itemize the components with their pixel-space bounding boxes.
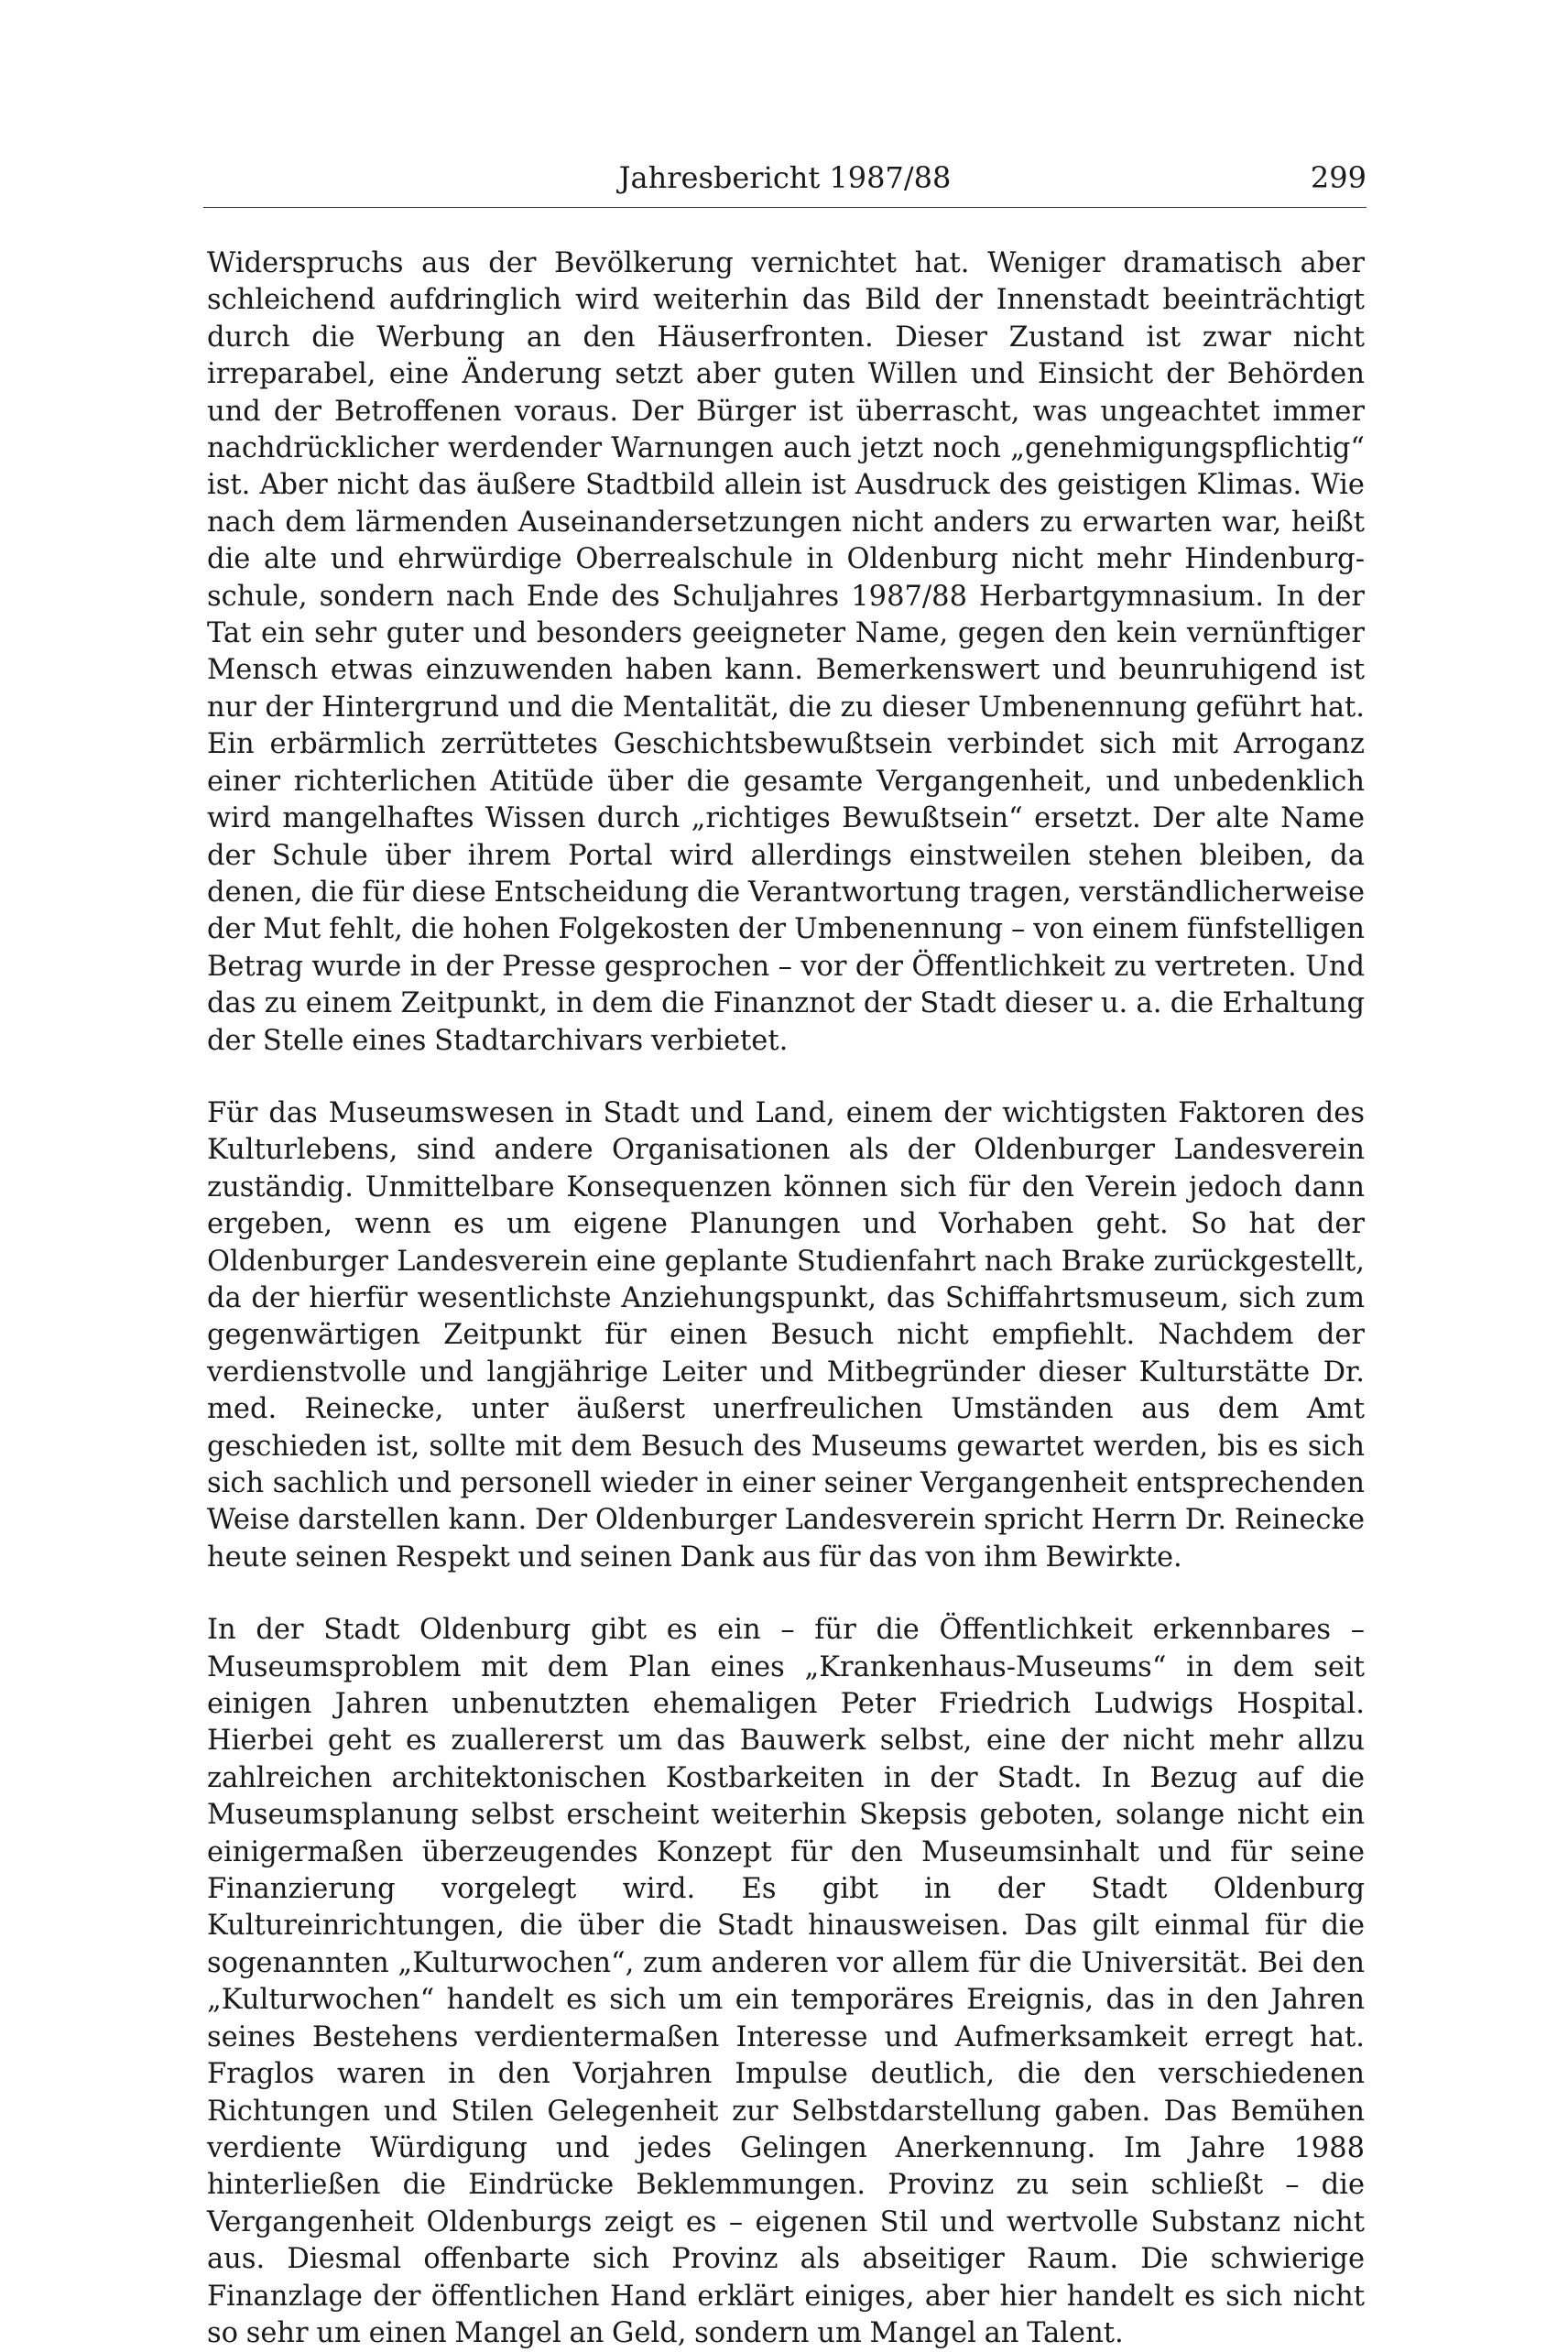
paragraph-3: In der Stadt Oldenburg gibt es ein – für die Öffentlichkeit erkennbares – Museumsproblem mit dem Plan eines „Krankenhaus-Museums“ in dem seit einigen Jahren unbenutzten ehemaligen Peter Friedrich Ludwigs Hospital. Hierbei geht es zuallererst um das Bauwerk selbst, eine der nicht mehr allzu zahlreichen architektonischen Kostbarkeiten in der Stadt. In Bezug auf die Museumsplanung selbst erscheint weiterhin Skepsis geboten, solange nicht ein einigermaßen überzeugendes Konzept für den Museumsinhalt und für seine Finanzierung vorgelegt wird. Es gibt in der Stadt Oldenburg Kultureinrichtungen, die über die Stadt hinausweisen. Das gilt einmal für die sogenannten „Kulturwochen“, zum anderen vor allem für die Universität. Bei den „Kulturwochen“ handelt es sich um ein temporäres Ereignis, das in den Jahren seines Bestehens verdientermaßen Interesse und Aufmerksamkeit erregt hat. Fraglos waren in den Vorjahren Impulse deutlich, die den verschiedenen Richtungen und Stilen Gelegenheit zur Selbstdarstellung gaben. Das Bemühen verdiente Würdigung und jedes Gelingen Anerkennung. Im Jahre 1988 hinterließen die Eindrücke Beklemmungen. Provinz zu sein schließt – die Vergangenheit Oldenburgs zeigt es – eigenen Stil und wertvolle Substanz nicht aus. Diesmal offenbarte sich Provinz als abseitiger Raum. Die schwierige Finanzlage der öffentlichen Hand erklärt einiges, aber hier handelt es sich nicht so sehr um einen Mangel an Geld, sondern um Mangel an Talent. — [207, 1614, 1365, 2349]
running-title: Jahresbericht 1987/88 — [618, 160, 952, 195]
body-text — [207, 245, 1365, 2352]
running-head — [203, 156, 1367, 207]
paragraph-1: Widerspruchs aus der Bevölkerung vernichtet hat. Weniger dramatisch aber schleichend aufdringlich wird weiterhin das Bild der Innenstadt beeinträchtigt durch die Werbung an den Häuserfronten. Dieser Zustand ist zwar nicht irreparabel, eine Änderung setzt aber guten Willen und Einsicht der Behörden und der Betroffenen voraus. Der Bürger ist überrascht, was ungeachtet immer nachdrücklicher werdender Warnungen auch jetzt noch „genehmigungspflichtig“ ist. Aber nicht das äußere Stadtbild allein ist Ausdruck des geistigen Klimas. Wie nach dem lärmenden Auseinandersetzungen nicht anders zu erwarten war, heißt die alte und ehrwürdige Oberrealschule in Oldenburg nicht mehr Hindenburgschule, sondern nach Ende des Schuljahres 1987/88 Herbartgymnasium. In der Tat ein sehr guter und besonders geeigneter Name, gegen den kein vernünftiger Mensch etwas einzuwenden haben kann. Bemerkenswert und beunruhigend ist nur der Hintergrund und die Mentalität, die zu dieser Umbenennung geführt hat. Ein erbärmlich zerrüttetes Geschichtsbewußtsein verbindet sich mit Arroganz einer richterlichen Atitüde über die gesamte Vergangenheit, und unbedenklich wird mangelhaftes Wissen durch „richtiges Bewußtsein“ ersetzt. Der alte Name der Schule über ihrem Portal wird allerdings einstweilen stehen bleiben, da denen, die für diese Entscheidung die Verantwortung tragen, verständlicherweise der Mut fehlt, die hohen Folgekosten der Umbenennung – von einem fünfstelligen Betrag wurde in der Presse gesprochen – vor der Öffentlichkeit zu vertreten. Und das zu einem Zeitpunkt, in dem die Finanznot der Stadt dieser u. a. die Erhaltung der Stelle eines Stadtarchivars verbietet. — [207, 247, 1365, 1057]
header-rule — [203, 207, 1367, 208]
paragraph-2: Für das Museumswesen in Stadt und Land, einem der wichtigsten Faktoren des Kulturlebens, sind andere Organisationen als der Oldenburger Landesverein zuständig. Unmittelbare Konsequenzen können sich für den Verein jedoch dann ergeben, wenn es um eigene Planungen und Vorhaben geht. So hat der Oldenburger Landesverein eine geplante Studienfahrt nach Brake zurückgestellt, da der hierfür wesentlichste Anziehungspunkt, das Schiffahrtsmuseum, sich zum gegenwärtigen Zeitpunkt für einen Besuch nicht empfiehlt. Nachdem der verdienstvolle und langjährige Leiter und Mitbegründer dieser Kulturstätte Dr. med. Reinecke, unter äußerst unerfreulichen Umständen aus dem Amt geschieden ist, sollte mit dem Besuch des Museums gewartet werden, bis es sich sich sachlich und personell wieder in einer seiner Vergangenheit entsprechenden Weise darstellen kann. Der Oldenburger Landesverein spricht Herrn Dr. Reinecke heute seinen Respekt und seinen Dank aus für das von ihm Bewirkte. — [207, 1096, 1365, 1573]
page-number: 299 — [1310, 160, 1367, 195]
